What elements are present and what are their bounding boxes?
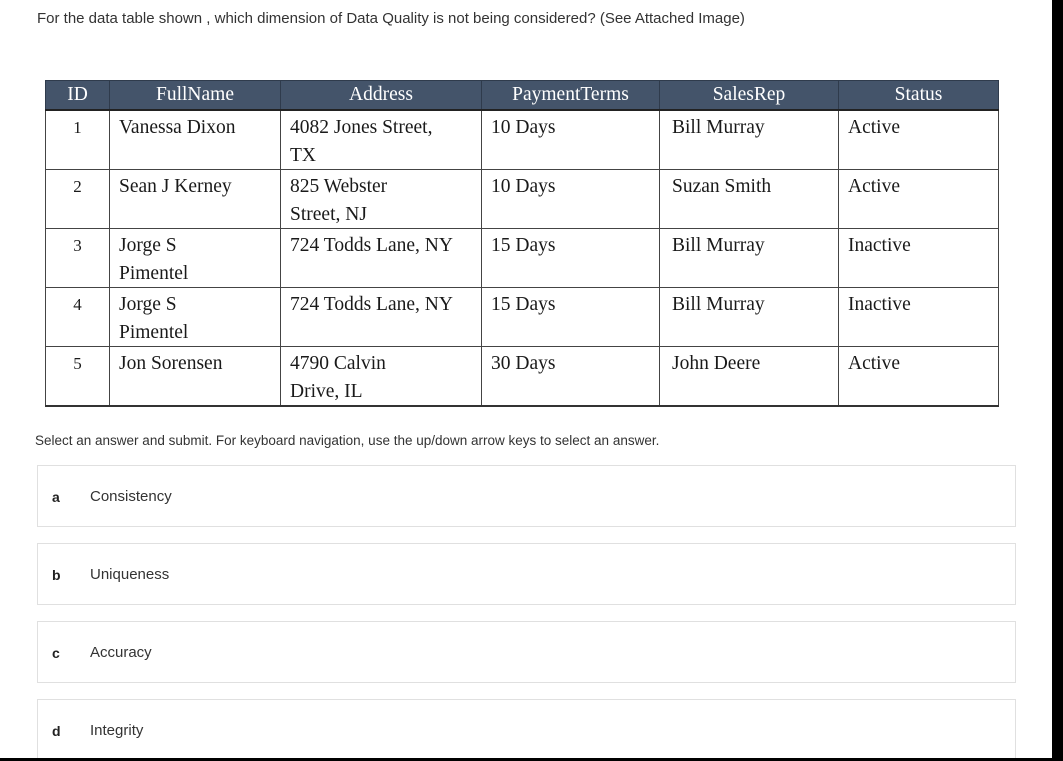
cell-paymentterms: 15 Days [482,229,660,288]
table-row [46,110,999,170]
option-label: Accuracy [90,644,152,661]
instructions-text: Select an answer and submit. For keyboard navigation, use the up/down arrow keys to select an answer. [35,433,660,448]
cell-paymentterms: 10 Days [482,110,660,170]
header-address: Address [281,81,482,111]
cell-id: 3 [46,229,110,288]
cell-address: 724 Todds Lane, NY [281,288,482,347]
cell-fullname: Jorge S Pimentel [110,229,281,288]
table-row [46,229,999,288]
table-row [46,170,999,229]
cell-address: 4082 Jones Street, TX [281,110,482,170]
cell-salesrep: John Deere [660,347,839,407]
table-row [46,347,999,407]
cell-status: Inactive [839,288,999,347]
header-fullname: FullName [110,81,281,111]
table-row [46,288,999,347]
option-label: Consistency [90,488,172,505]
cell-paymentterms: 10 Days [482,170,660,229]
cell-id: 2 [46,170,110,229]
answer-option-b[interactable] [37,543,1016,605]
cell-salesrep: Suzan Smith [660,170,839,229]
answer-option-a[interactable] [37,465,1016,527]
answer-option-d[interactable] [37,699,1016,758]
cell-salesrep: Bill Murray [660,288,839,347]
option-letter: d [52,723,61,739]
cell-id: 4 [46,288,110,347]
option-letter: a [52,489,60,505]
cell-id: 5 [46,347,110,407]
cell-paymentterms: 15 Days [482,288,660,347]
cell-address: 724 Todds Lane, NY [281,229,482,288]
option-label: Uniqueness [90,566,170,583]
cell-fullname: Jorge S Pimentel [110,288,281,347]
cell-salesrep: Bill Murray [660,229,839,288]
question-text: For the data table shown , which dimension of Data Quality is not being considered? (See Attached Image) [37,10,745,27]
cell-fullname: Sean J Kerney [110,170,281,229]
header-salesrep: SalesRep [660,81,839,111]
table-header-row [46,81,999,111]
cell-status: Active [839,170,999,229]
cell-fullname: Jon Sorensen [110,347,281,407]
cell-salesrep: Bill Murray [660,110,839,170]
cell-id: 1 [46,110,110,170]
option-letter: c [52,645,60,661]
cell-status: Active [839,347,999,407]
cell-status: Inactive [839,229,999,288]
cell-address: 4790 Calvin Drive, IL [281,347,482,407]
answer-option-c[interactable] [37,621,1016,683]
cell-status: Active [839,110,999,170]
data-table [45,80,999,407]
header-paymentterms: PaymentTerms [482,81,660,111]
option-letter: b [52,567,61,583]
cell-fullname: Vanessa Dixon [110,110,281,170]
cell-address: 825 Webster Street, NJ [281,170,482,229]
header-id: ID [46,81,110,111]
header-status: Status [839,81,999,111]
option-label: Integrity [90,722,144,739]
cell-paymentterms: 30 Days [482,347,660,407]
